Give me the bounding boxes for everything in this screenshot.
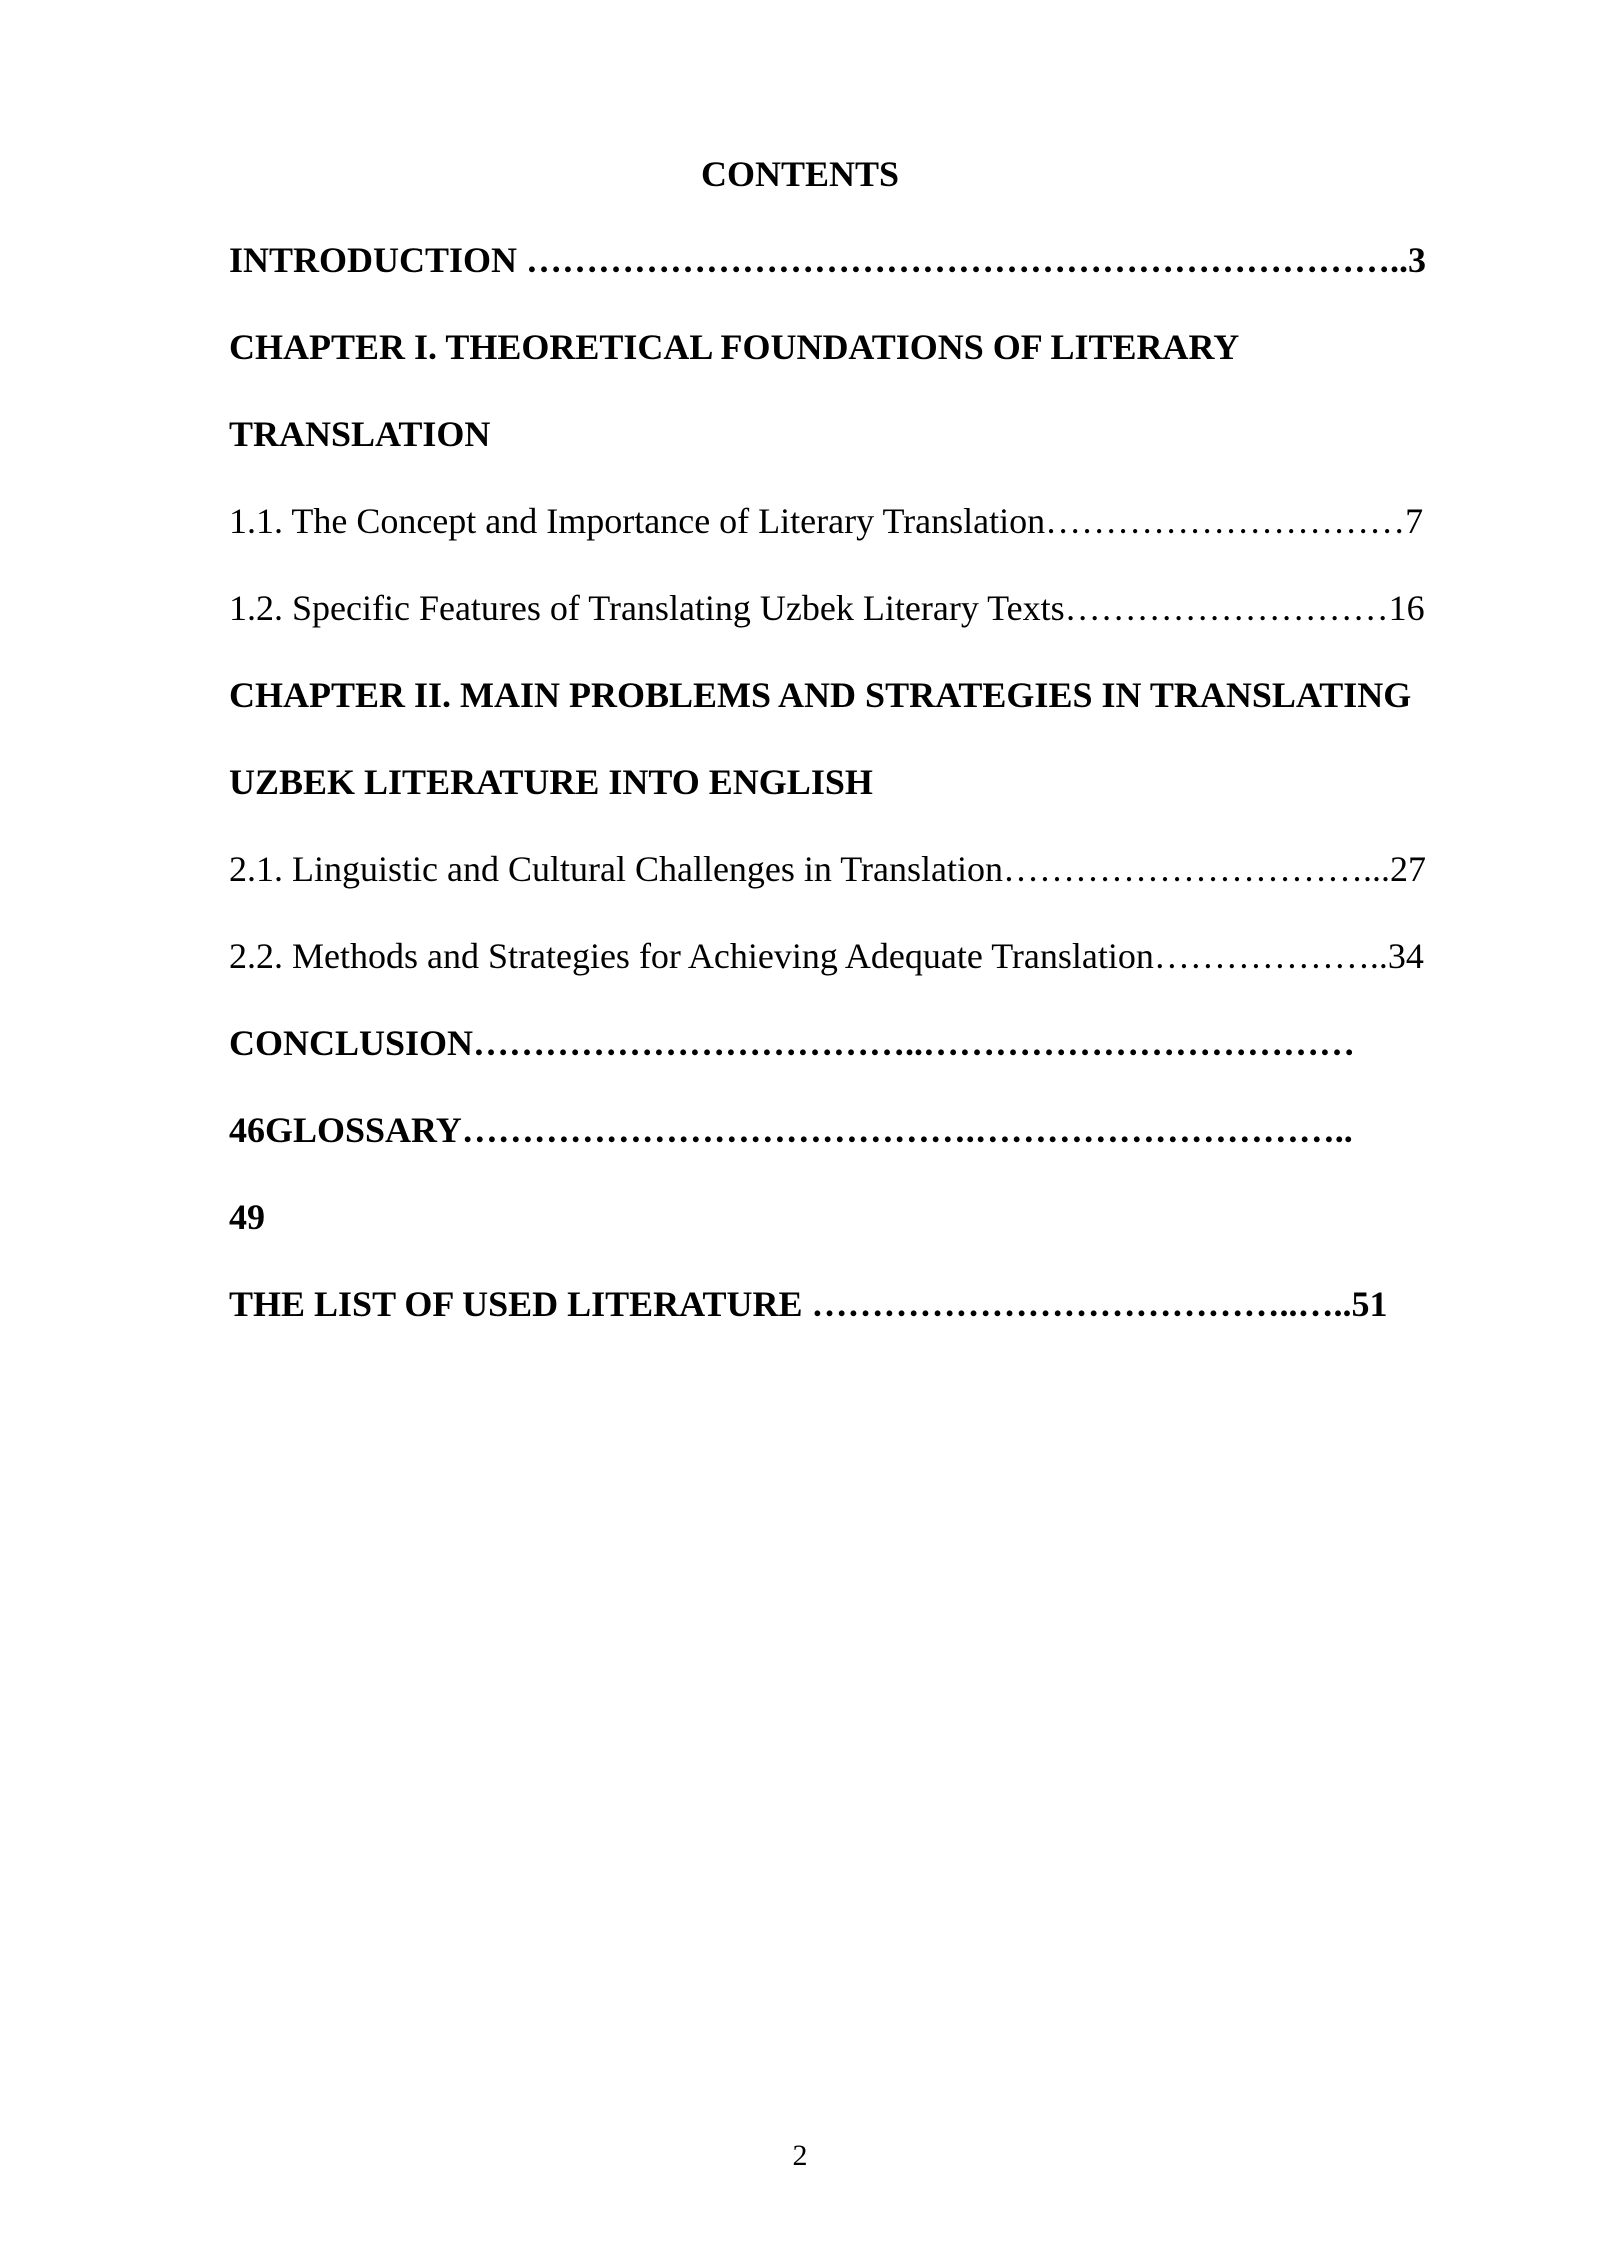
toc-entry-glossary-page: 49 [229,1197,265,1237]
toc-entry-glossary: 46GLOSSARY…………………………………….………………………….. [229,1110,1353,1150]
toc-entry-introduction: INTRODUCTION ………………………………………………………………..3 [229,240,1427,280]
page-number: 2 [792,2139,808,2172]
toc-entry-conclusion: CONCLUSION………………………………..……………………………… [229,1023,1356,1063]
toc-entry-used-literature: THE LIST OF USED LITERATURE …………………………………..…..51 [229,1284,1388,1324]
toc-chapter-2-heading-line-2: UZBEK LITERATURE INTO ENGLISH [229,762,873,802]
toc-entry-1-1: 1.1. The Concept and Importance of Literary Translation…………………………7 [229,501,1424,541]
toc-entry-2-2: 2.2. Methods and Strategies for Achieving Adequate Translation………………..34 [229,936,1424,976]
toc-chapter-1-heading-line-1: CHAPTER I. THEORETICAL FOUNDATIONS OF LITERARY [229,327,1240,367]
toc-entry-2-1: 2.1. Linguistic and Cultural Challenges in Translation…………………………...27 [229,849,1426,889]
toc-entry-1-2: 1.2. Specific Features of Translating Uzbek Literary Texts………………………16 [229,588,1425,628]
toc-chapter-2-heading-line-1: CHAPTER II. MAIN PROBLEMS AND STRATEGIES IN TRANSLATING [229,675,1412,715]
toc-chapter-1-heading-line-2: TRANSLATION [229,414,491,454]
page-title: CONTENTS [700,154,900,194]
